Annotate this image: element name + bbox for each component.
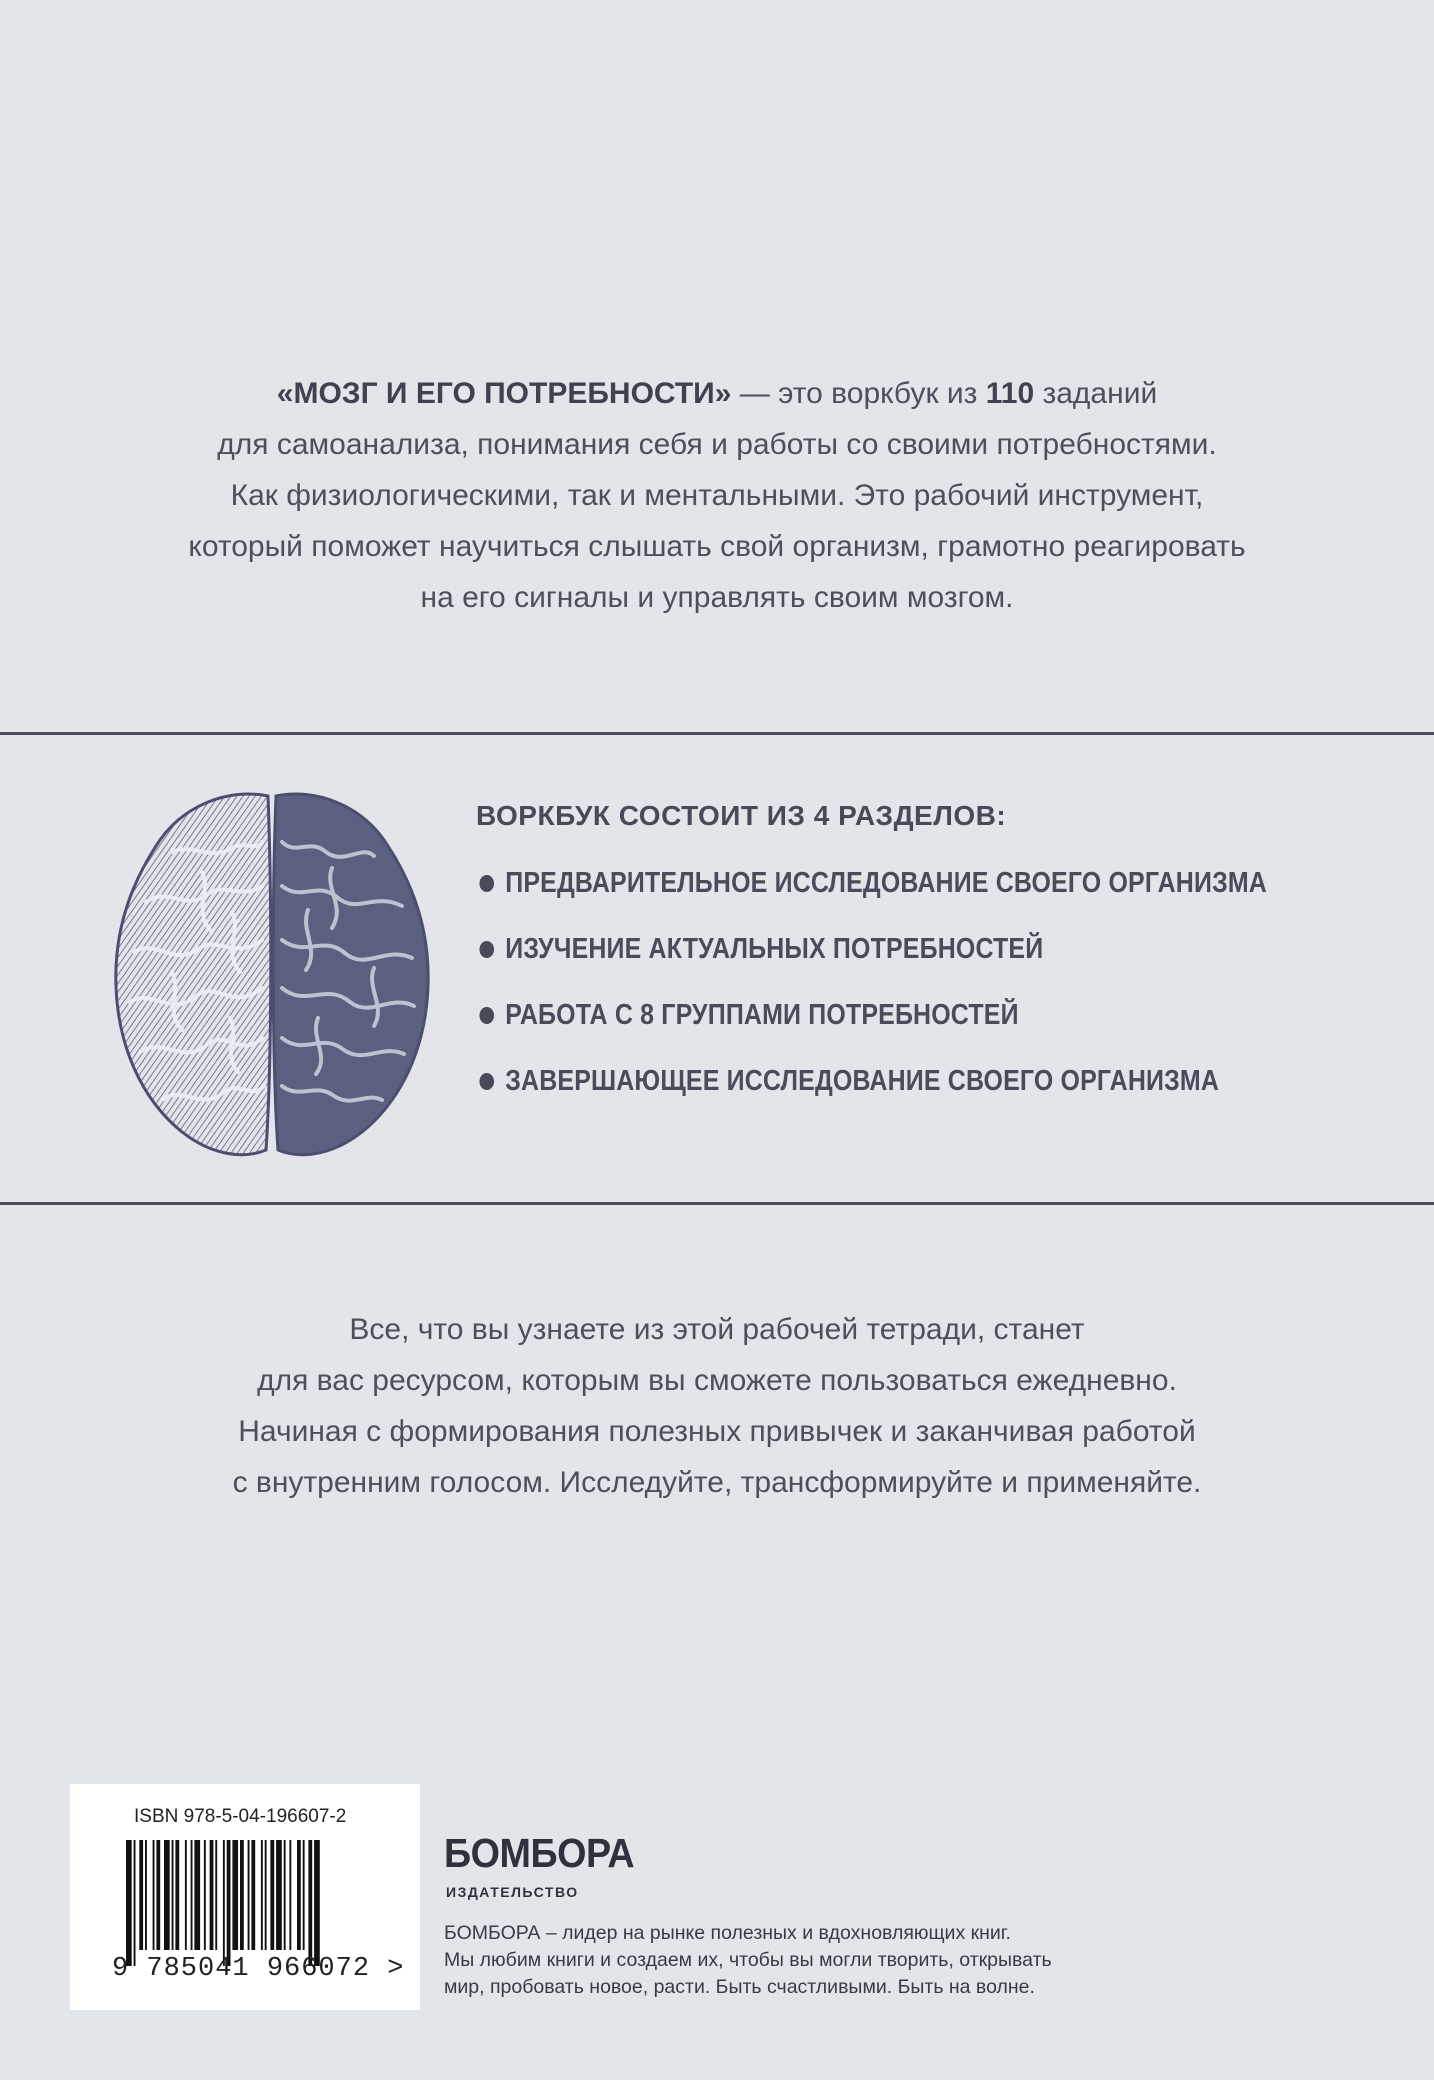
publisher-desc-line-2: Мы любим книги и создаем их, чтобы вы могли творить, открывать [444,1949,1052,1971]
intro-line-3: Как физиологическими, так и ментальными. Это рабочий инструмент, [230,479,1204,512]
closing-line-2: для вас ресурсом, которым вы сможете пользоваться ежедневно. [257,1364,1177,1397]
intro-paragraph [60,368,1374,623]
brain-icon [112,782,432,1162]
intro-line-1 [60,368,1374,419]
barcode-panel [70,1784,420,2010]
intro-line-5: на его сигналы и управлять своим мозгом. [420,581,1014,614]
section-item: ЗАВЕРШАЮЩЕЕ ИССЛЕДОВАНИЕ СВОЕГО ОРГАНИЗМА [476,1058,1267,1124]
publisher-subtitle: ИЗДАТЕЛЬСТВО [446,1884,579,1900]
section-item: ПРЕДВАРИТЕЛЬНОЕ ИССЛЕДОВАНИЕ СВОЕГО ОРГАНИЗМА [476,860,1267,926]
isbn-label: ISBN 978-5-04-196607-2 [134,1806,347,1827]
barcode-digits: 9 785041 966072 > [112,1954,405,1984]
publisher-logo: БОМБОРА [444,1830,635,1876]
book-title: «МОЗГ И ЕГО ПОТРЕБНОСТИ» [276,377,732,410]
divider-top [0,732,1434,735]
closing-line-4: с внутренним голосом. Исследуйте, трансформируйте и применяйте. [232,1466,1202,1499]
intro-text: заданий [1034,377,1158,410]
publisher-description [444,1920,1052,2001]
sections-heading: ВОРКБУК СОСТОИТ ИЗ 4 РАЗДЕЛОВ: [476,800,1007,831]
intro-line-4: который поможет научиться слышать свой организм, грамотно реагировать [188,530,1246,563]
intro-line-2: для самоанализа, понимания себя и работы со своими потребностями. [217,428,1217,461]
section-item: ИЗУЧЕНИЕ АКТУАЛЬНЫХ ПОТРЕБНОСТЕЙ [476,926,1267,992]
task-count: 110 [985,377,1035,410]
closing-line-3: Начиная с формирования полезных привычек и заканчивая работой [238,1415,1196,1448]
intro-text: — это воркбук из [731,377,986,410]
divider-bottom [0,1202,1434,1205]
publisher-desc-line-1: БОМБОРА – лидер на рынке полезных и вдохновляющих книг. [444,1922,1011,1944]
section-item: РАБОТА С 8 ГРУППАМИ ПОТРЕБНОСТЕЙ [476,992,1267,1058]
closing-line-1: Все, что вы узнаете из этой рабочей тетради, станет [349,1313,1085,1346]
sections-list [476,860,1396,1124]
publisher-desc-line-3: мир, пробовать новое, расти. Быть счастливыми. Быть на волне. [444,1976,1035,1998]
closing-paragraph [60,1304,1374,1508]
